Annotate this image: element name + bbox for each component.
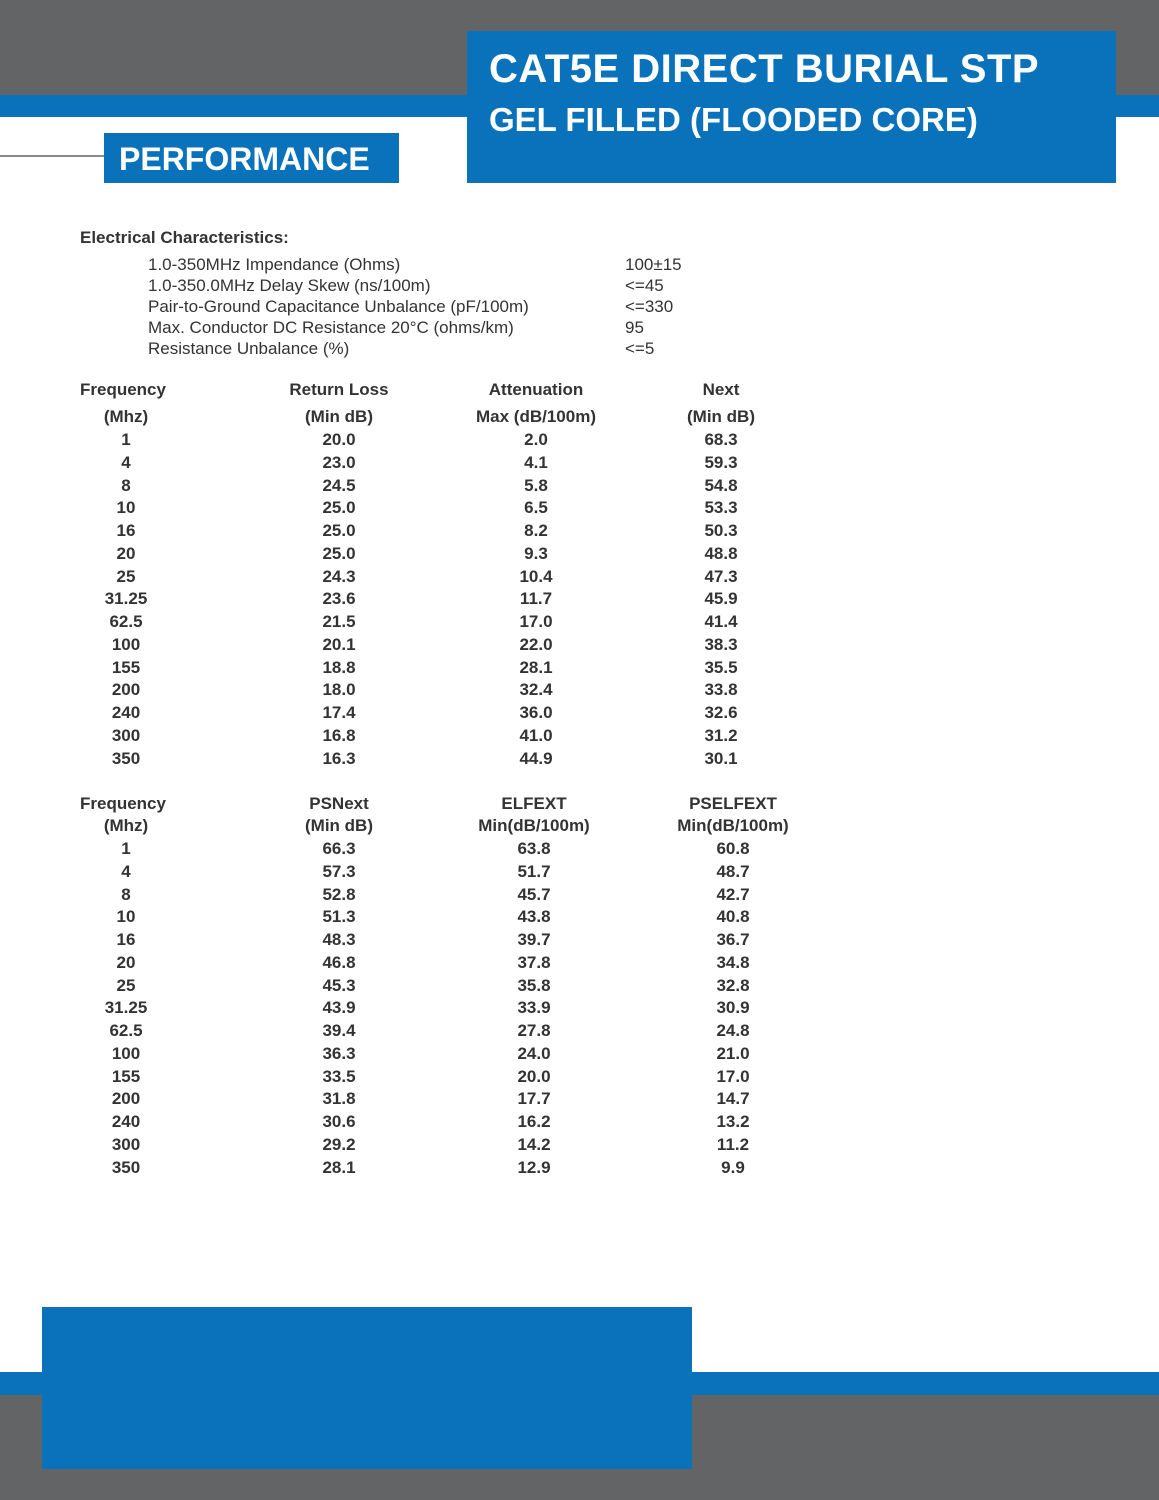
- table-cell: 30.1: [704, 748, 738, 768]
- table-cell: 16.8: [322, 725, 356, 745]
- column-header: (Min dB): [305, 816, 373, 835]
- electrical-row: [148, 255, 682, 276]
- table-cell: 17.4: [322, 703, 356, 722]
- electrical-heading: Electrical Characteristics:: [80, 228, 289, 247]
- table-cell: 60.8: [716, 839, 750, 858]
- table-cell: 25.0: [322, 521, 356, 540]
- column-header: (Min dB): [687, 407, 755, 426]
- electrical-value: <=330: [625, 297, 674, 316]
- table-cell: 51.3: [322, 907, 356, 927]
- table-cell: 57.3: [322, 861, 356, 881]
- table-cell: 48.7: [716, 861, 750, 881]
- table-cell: 100: [111, 634, 141, 654]
- column-header: PSNext: [309, 794, 369, 813]
- table-cell: 33.8: [704, 680, 738, 700]
- table-cell: 20: [116, 543, 136, 563]
- table-cell: 36.7: [716, 930, 750, 949]
- table-cell: 33.5: [322, 1066, 356, 1086]
- table-cell: 6.5: [524, 498, 548, 518]
- table-cell: 11.7: [519, 589, 553, 609]
- electrical-label: Resistance Unbalance (%): [148, 339, 350, 358]
- table-cell: 24.5: [322, 475, 356, 495]
- table-cell: 200: [111, 680, 141, 700]
- table-cell: 45.7: [517, 884, 551, 904]
- table-cell: 30.9: [716, 998, 750, 1018]
- table-cell: 5.8: [524, 475, 548, 495]
- table-cell: 48.8: [704, 543, 738, 563]
- table-cell: 20.0: [517, 1066, 551, 1086]
- table-cell: 9.9: [721, 1157, 745, 1177]
- table-cell: 45.9: [704, 589, 738, 609]
- electrical-label: Pair-to-Ground Capacitance Unbalance (pF/100m): [148, 297, 529, 316]
- table-cell: 34.8: [716, 952, 750, 972]
- table-cell: 38.3: [704, 634, 738, 654]
- electrical-row: [148, 318, 644, 339]
- table-cell: 62.5: [109, 612, 143, 631]
- table-cell: 8: [121, 475, 131, 495]
- table-cell: 17.0: [716, 1066, 750, 1086]
- table-cell: 43.8: [517, 907, 551, 927]
- table-cell: 31.25: [104, 589, 148, 609]
- table-cell: 25: [116, 566, 136, 586]
- table-cell: 1: [121, 839, 131, 858]
- electrical-label: Max. Conductor DC Resistance 20°C (ohms/km): [148, 318, 514, 337]
- table-cell: 300: [111, 1134, 141, 1154]
- column-header: Frequency: [80, 794, 166, 813]
- table-cell: 44.9: [519, 748, 553, 768]
- table-cell: 23.6: [322, 589, 356, 609]
- table-cell: 59.3: [704, 452, 738, 472]
- electrical-value: <=45: [625, 276, 664, 295]
- table-cell: 22.0: [519, 634, 553, 654]
- table-cell: 29.2: [322, 1134, 356, 1154]
- section-title: PERFORMANCE: [119, 141, 370, 177]
- table-cell: 240: [111, 1112, 141, 1131]
- table-cell: 50.3: [704, 521, 738, 540]
- table-cell: 4.1: [524, 452, 548, 472]
- table-cell: 25.0: [322, 498, 356, 518]
- column-header: Min(dB/100m): [478, 816, 590, 835]
- table-cell: 1: [121, 430, 131, 449]
- table-cell: 17.7: [517, 1089, 551, 1109]
- electrical-label: 1.0-350MHz Impendance (Ohms): [148, 255, 401, 274]
- table-cell: 18.0: [322, 680, 356, 700]
- footer-banner: [42, 1307, 692, 1469]
- table-cell: 54.8: [704, 475, 738, 495]
- table-cell: 51.7: [517, 861, 551, 881]
- table-cell: 28.1: [322, 1157, 356, 1177]
- table-cell: 35.5: [704, 657, 738, 677]
- table-cell: 4: [121, 861, 131, 881]
- table-cell: 9.3: [524, 543, 548, 563]
- column-header: (Mhz): [103, 816, 149, 835]
- column-header: PSELFEXT: [689, 794, 777, 813]
- electrical-row: [148, 276, 664, 297]
- table-cell: 32.4: [519, 680, 553, 700]
- table-cell: 24.8: [716, 1021, 750, 1040]
- table-cell: 24.0: [517, 1043, 551, 1063]
- column-header: Attenuation: [488, 380, 584, 399]
- column-header: (Min dB): [305, 407, 373, 426]
- table-cell: 11.2: [716, 1134, 750, 1154]
- title-banner: [467, 31, 1116, 183]
- table-cell: 48.3: [322, 930, 356, 949]
- table-cell: 240: [111, 703, 141, 722]
- table-cell: 10: [116, 907, 136, 927]
- table-cell: 10.4: [519, 566, 553, 586]
- table-cell: 36.3: [322, 1043, 356, 1063]
- column-header: ELFEXT: [501, 794, 567, 813]
- table-cell: 8: [121, 884, 131, 904]
- table-cell: 31.25: [104, 998, 148, 1018]
- table-cell: 68.3: [704, 430, 738, 449]
- table-cell: 350: [111, 1157, 141, 1177]
- table-cell: 23.0: [322, 452, 356, 472]
- electrical-row: [148, 339, 655, 360]
- table-cell: 18.8: [322, 657, 356, 677]
- table-cell: 20: [116, 952, 136, 972]
- table-cell: 16: [116, 521, 136, 540]
- table-cell: 27.8: [517, 1021, 551, 1040]
- table-cell: 32.6: [704, 703, 738, 722]
- electrical-value: 95: [625, 318, 644, 337]
- table-cell: 41.0: [519, 725, 553, 745]
- section-banner: [104, 133, 399, 183]
- table-cell: 300: [111, 725, 141, 745]
- table-cell: 32.8: [716, 975, 750, 995]
- table-cell: 31.8: [322, 1089, 356, 1109]
- table-cell: 14.7: [716, 1089, 750, 1109]
- table-cell: 47.3: [704, 566, 738, 586]
- table-cell: 45.3: [322, 975, 356, 995]
- table-cell: 62.5: [109, 1021, 143, 1040]
- table-cell: 8.2: [524, 521, 548, 540]
- table-cell: 66.3: [322, 839, 356, 858]
- table-cell: 31.2: [704, 725, 738, 745]
- table-cell: 52.8: [322, 884, 356, 904]
- table-cell: 53.3: [704, 498, 738, 518]
- column-header: (Mhz): [103, 407, 149, 426]
- table-cell: 33.9: [517, 998, 551, 1018]
- electrical-value: <=5: [625, 339, 655, 358]
- table-cell: 13.2: [716, 1112, 750, 1131]
- table-cell: 39.4: [322, 1021, 356, 1040]
- table-cell: 42.7: [716, 884, 750, 904]
- table-cell: 17.0: [519, 612, 553, 631]
- table-cell: 63.8: [517, 839, 551, 858]
- table-cell: 21.0: [716, 1043, 750, 1063]
- table-cell: 16.2: [517, 1112, 551, 1131]
- table-cell: 200: [111, 1089, 141, 1109]
- table-cell: 46.8: [322, 952, 356, 972]
- table-cell: 350: [111, 748, 141, 768]
- table-cell: 25: [116, 975, 136, 995]
- table-cell: 43.9: [322, 998, 356, 1018]
- table-cell: 2.0: [524, 430, 548, 449]
- table-cell: 4: [121, 452, 131, 472]
- column-header: Max (dB/100m): [476, 407, 596, 426]
- table-cell: 100: [111, 1043, 141, 1063]
- table-cell: 35.8: [517, 975, 551, 995]
- column-header: Min(dB/100m): [677, 816, 789, 835]
- table-cell: 155: [111, 657, 141, 677]
- page-subtitle: GEL FILLED (FLOODED CORE): [489, 101, 978, 138]
- table-cell: 21.5: [322, 612, 356, 631]
- electrical-label: 1.0-350.0MHz Delay Skew (ns/100m): [148, 276, 431, 295]
- table-cell: 14.2: [517, 1134, 551, 1154]
- table-cell: 155: [111, 1066, 141, 1086]
- electrical-row: [148, 297, 674, 318]
- electrical-value: 100±15: [625, 255, 682, 274]
- column-header: Return Loss: [289, 380, 389, 399]
- table-cell: 16: [116, 930, 136, 949]
- table-cell: 30.6: [322, 1112, 356, 1131]
- table-cell: 10: [116, 498, 136, 518]
- table-cell: 41.4: [704, 612, 738, 631]
- table-cell: 20.1: [322, 634, 356, 654]
- column-header: Next: [702, 380, 740, 399]
- table-cell: 37.8: [517, 952, 551, 972]
- table-cell: 12.9: [517, 1157, 551, 1177]
- table-cell: 40.8: [716, 907, 750, 927]
- section-rule: [0, 155, 104, 157]
- table-cell: 25.0: [322, 543, 356, 563]
- table-cell: 36.0: [519, 703, 553, 722]
- table-cell: 16.3: [322, 748, 356, 768]
- table-cell: 39.7: [517, 930, 551, 949]
- column-header: Frequency: [80, 380, 166, 399]
- table-cell: 24.3: [322, 566, 356, 586]
- table-cell: 20.0: [322, 430, 356, 449]
- table-cell: 28.1: [519, 657, 553, 677]
- page-title: CAT5E DIRECT BURIAL STP: [489, 47, 1040, 91]
